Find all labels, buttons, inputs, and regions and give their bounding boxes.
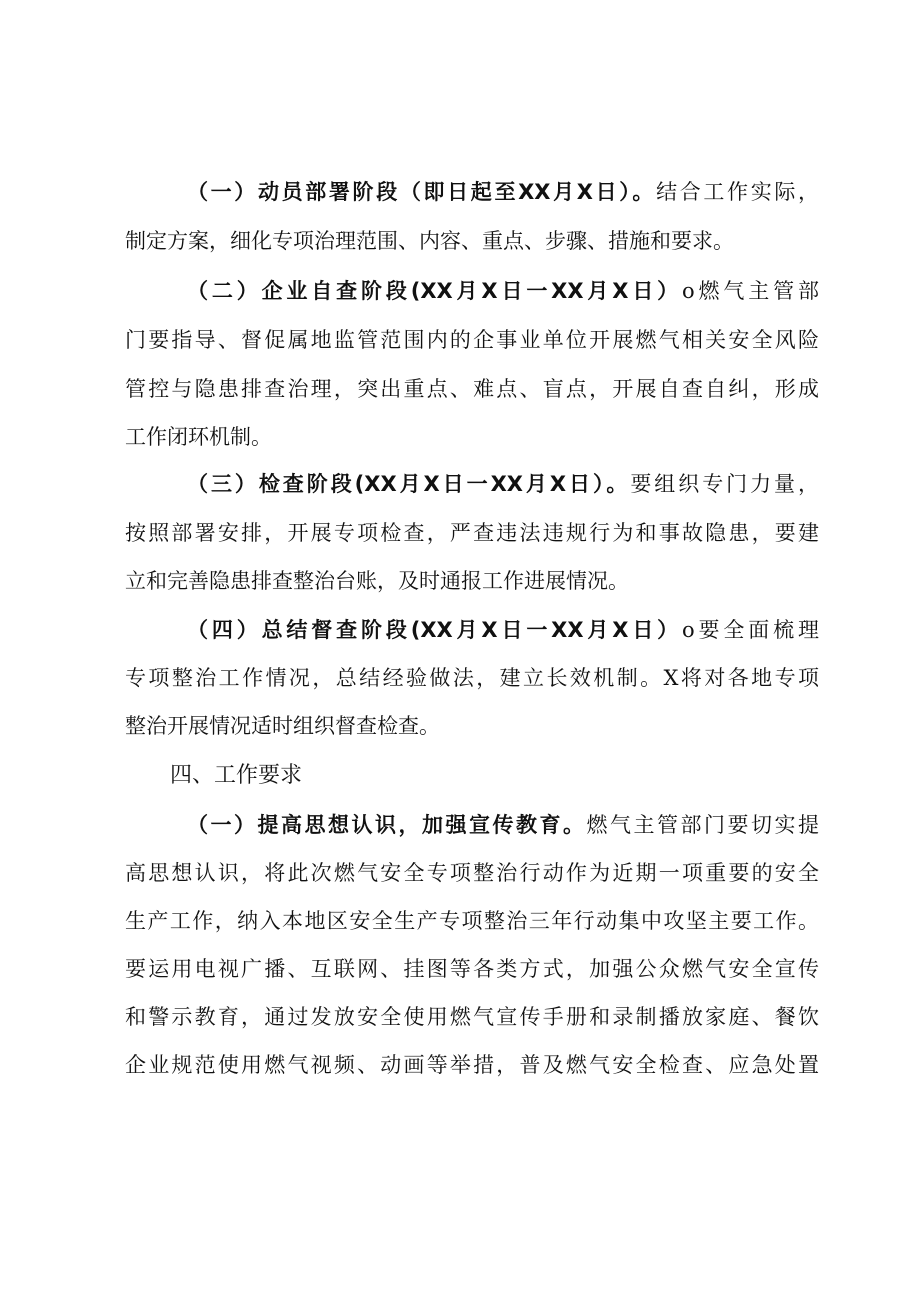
stage-selfcheck-text: o燃气主管部	[682, 279, 819, 303]
paragraph-line	[187, 276, 819, 306]
paragraph-line: 高思想认识，将此次燃气安全专项整治行动作为近期一项重要的安全	[125, 861, 819, 885]
paragraph-line: 企业规范使用燃气视频、动画等举措，普及燃气安全检查、应急处置	[125, 1053, 819, 1077]
req-awareness-title: （一）提高思想认识，加强宣传教育。	[187, 813, 587, 837]
paragraph-line: 工作闭环机制。	[125, 425, 272, 449]
paragraph-line	[187, 810, 819, 840]
stage-inspect-text: 要组织专门力量，	[630, 472, 819, 496]
stage-summary-title: （四）总结督查阶段(XX月X日一XX月X日）	[187, 618, 683, 642]
paragraph-line: 按照部署安排，开展专项检查，严查违法违规行为和事故隐患，要建	[125, 521, 819, 545]
paragraph-line: 要运用电视广播、互联网、挂图等各类方式，加强公众燃气安全宣传	[125, 957, 819, 981]
paragraph-line: 生产工作，纳入本地区安全生产专项整治三年行动集中攻坚主要工作。	[125, 909, 819, 933]
stage-inspect-title: （三）检查阶段(XX月X日一XX月X日）。	[187, 472, 631, 496]
stage-summary-text: o要全面梳理	[682, 618, 819, 642]
stage-mobilize-text: 结合工作实际，	[656, 180, 819, 204]
section-heading: 四、工作要求	[170, 763, 303, 788]
paragraph-line: 整治开展情况适时组织督查检查。	[125, 714, 440, 738]
req-awareness-text: 燃气主管部门要切实提	[586, 813, 819, 837]
paragraph-line: 制定方案，细化专项治理范围、内容、重点、步骤、措施和要求。	[125, 229, 734, 253]
paragraph-line: 和警示教育，通过发放安全使用燃气宣传手册和录制播放家庭、餐饮	[125, 1005, 819, 1029]
paragraph-line	[187, 469, 819, 499]
paragraph-line: 专项整治工作情况，总结经验做法，建立长效机制。X将对各地专项	[125, 666, 819, 690]
paragraph-line: 立和完善隐患排查整治台账，及时通报工作进展情况。	[125, 569, 629, 593]
paragraph-line: 门要指导、督促属地监管范围内的企事业单位开展燃气相关安全风险	[125, 328, 819, 352]
stage-mobilize-title: （一）动员部署阶段（即日起至XX月X日）。	[187, 180, 657, 204]
paragraph-line	[187, 177, 819, 207]
stage-selfcheck-title: （二）企业自查阶段(XX月X日一XX月X日）	[187, 279, 683, 303]
paragraph-line: 管控与隐患排查治理，突出重点、难点、盲点，开展自查自纠，形成	[125, 377, 819, 401]
paragraph-line	[187, 615, 819, 645]
